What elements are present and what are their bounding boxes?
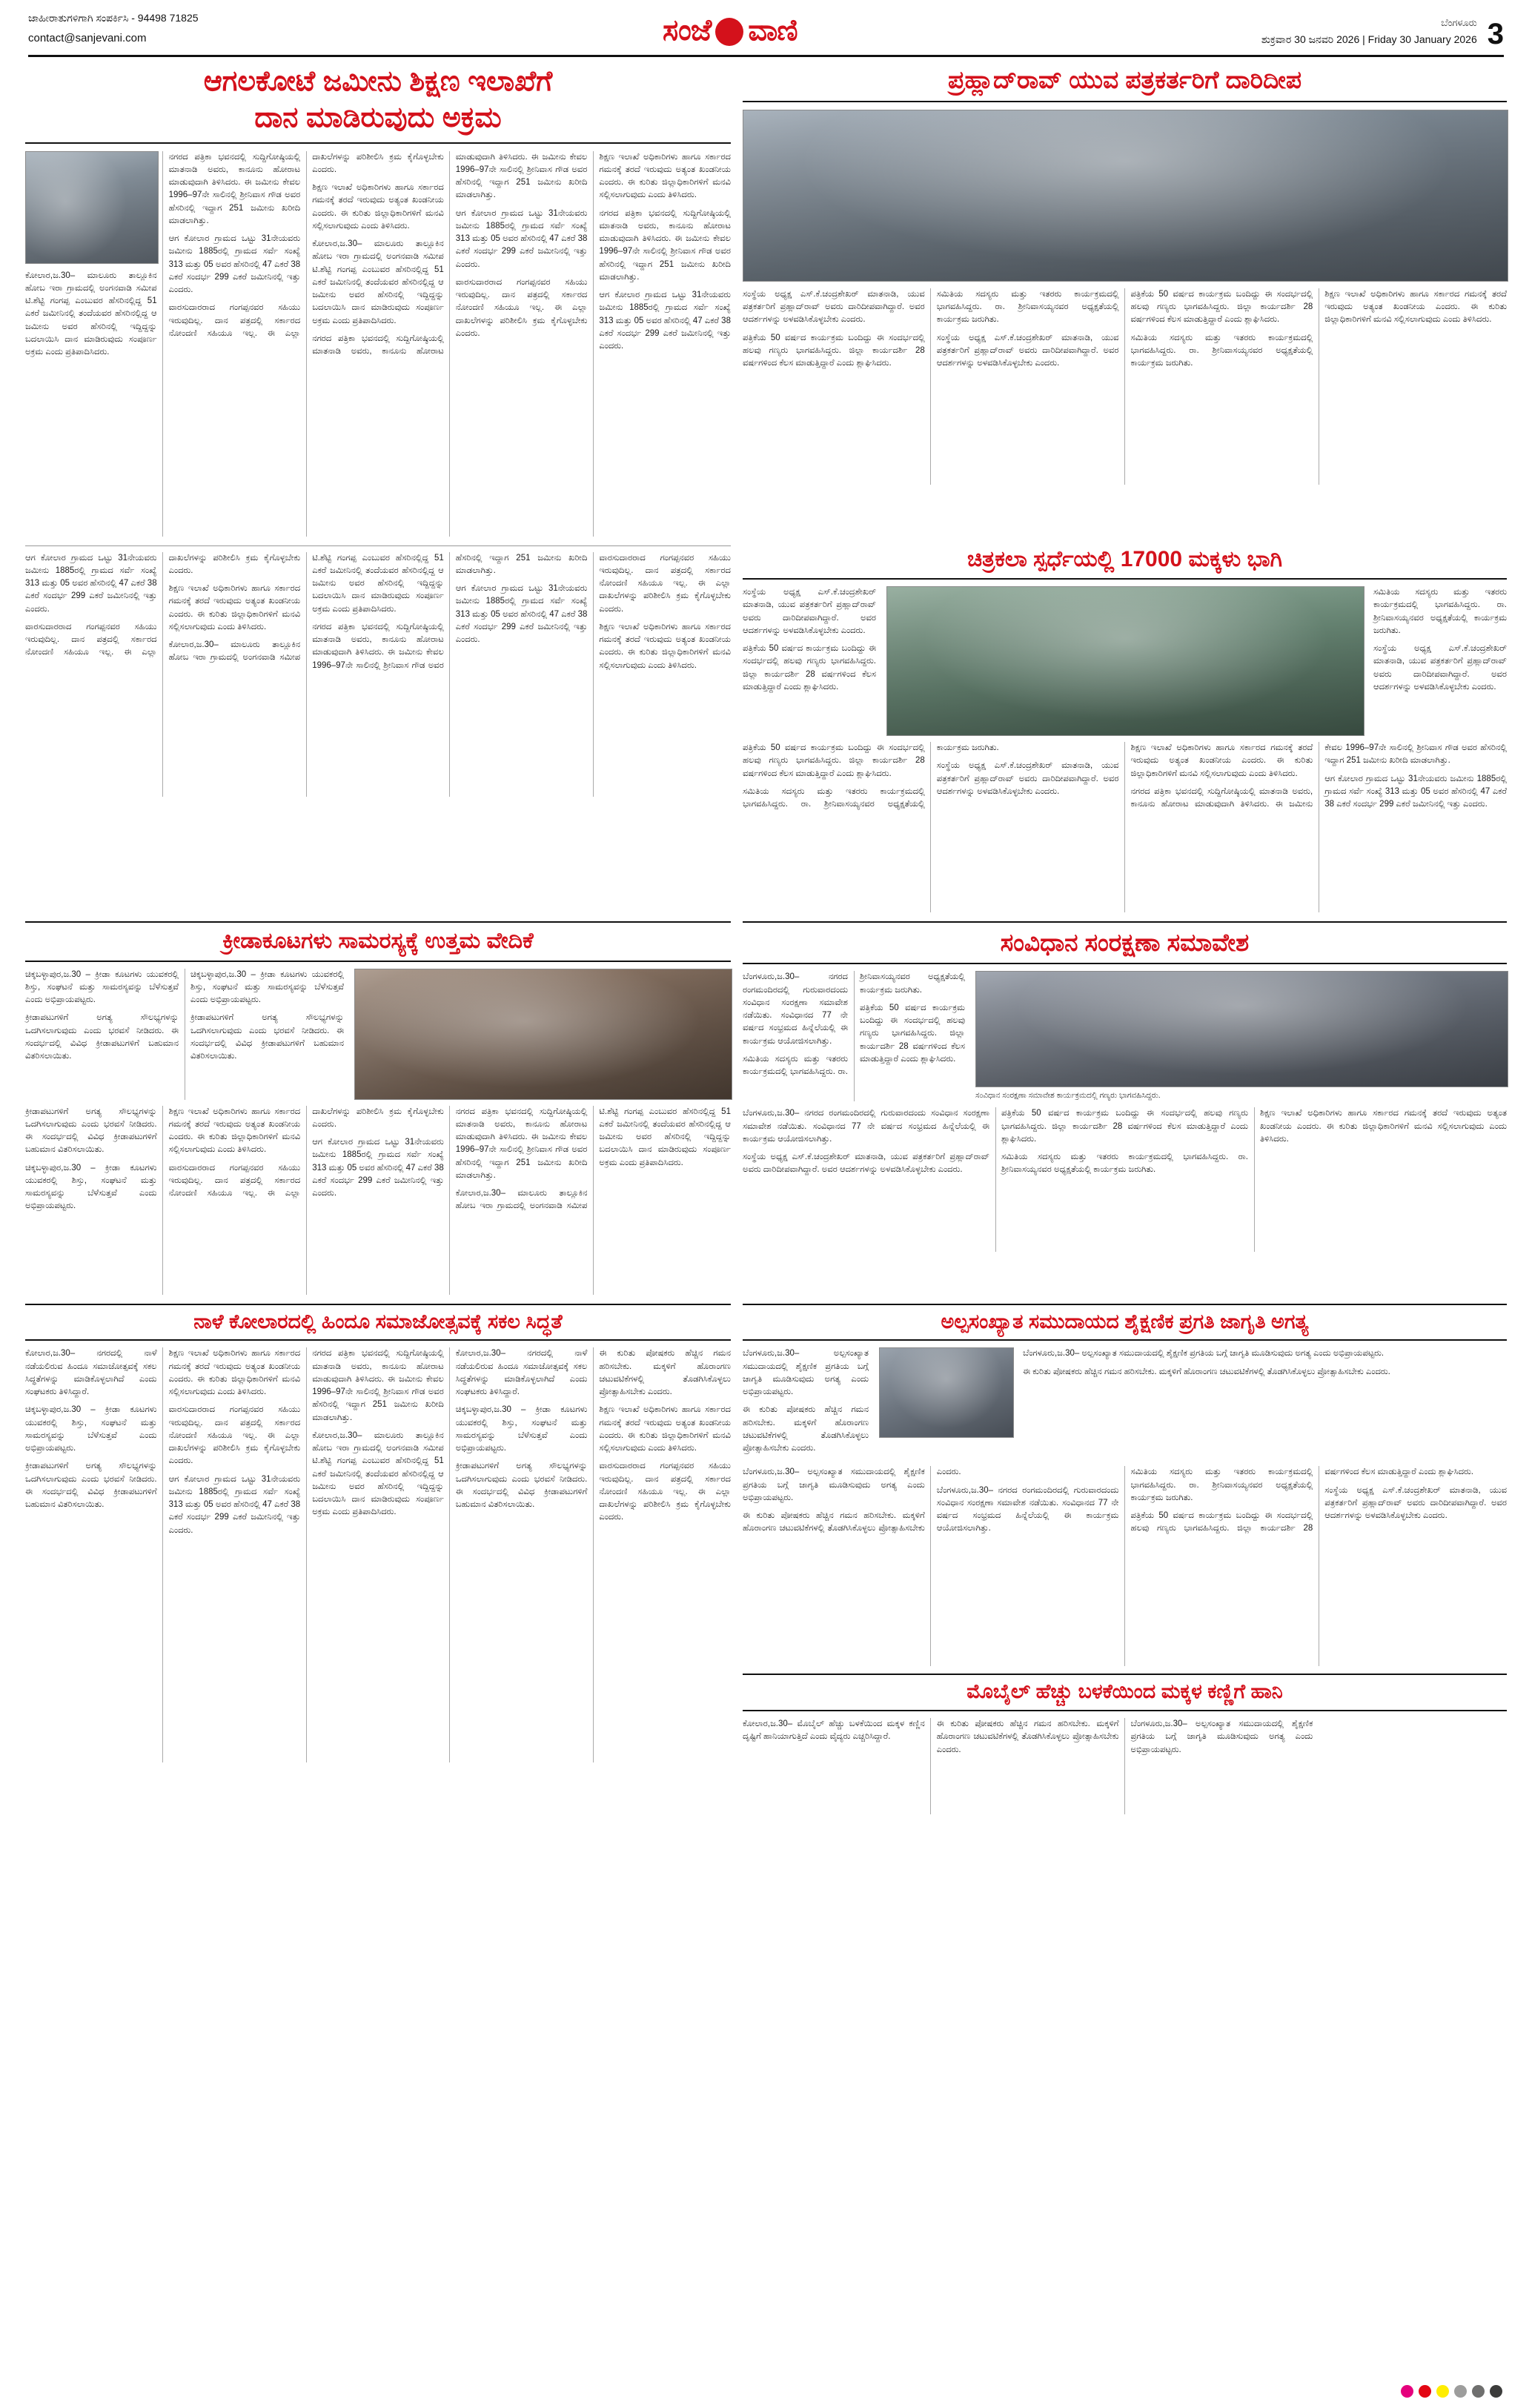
masthead-contact: [28, 10, 199, 47]
para: ನಗರದ ಪತ್ರಿಕಾ ಭವನದಲ್ಲಿ ಸುದ್ದಿಗೋಷ್ಠಿಯಲ್ಲಿ ಮಾತನಾಡಿ ಅವರು, ಕಾನೂನು ಹೋರಾಟ ಮಾಡುವುದಾಗಿ ತಿಳಿಸಿದರು. ಈ ಜಮೀನು ಕೇವಲ 1996–97ನೇ ಸಾಲಿನಲ್ಲಿ ಶ್ರೀನಿವಾಸ ಗೌಡ ಅವರ ಹೆಸರಿನಲ್ಲಿ ಇದ್ದಾಗ 251 ಜಮೀನು ಖರೀದಿ ಮಾಡಲಾಗಿತ್ತು.: [599, 208, 731, 282]
para: ಈ ಕುರಿತು ಪೋಷಕರು ಹೆಚ್ಚಿನ ಗಮನ ಹರಿಸಬೇಕು. ಮಕ್ಕಳಿಗೆ ಹೊರಾಂಗಣ ಚಟುವಟಿಕೆಗಳಲ್ಲಿ ತೊಡಗಿಸಿಕೊಳ್ಳಲು ಪ್ರೋತ್ಸಾಹಿಸಬೇಕು ಎಂದರು.: [1023, 1367, 1390, 1376]
story-kreedakootagalu: [25, 921, 731, 1295]
third-section: [25, 921, 1507, 1295]
para: ಸಮಿತಿಯ ಸದಸ್ಯರು ಮತ್ತು ಇತರರು ಕಾರ್ಯಕ್ರಮದಲ್ಲಿ ಭಾಗವಹಿಸಿದ್ದರು. ರಾ. ಶ್ರೀನಿವಾಸಯ್ಯನವರ ಅಧ್ಯಕ್ಷತೆಯಲ್ಲಿ ಕಾರ್ಯಕ್ರಮ ಜರುಗಿತು.: [936, 289, 1119, 325]
body-chitrakala-left: [743, 586, 876, 736]
para: ಕೋಲಾರ,ಜ.30– ಮಾಲೂರು ತಾಲ್ಲೂಕಿನ ಹೋಬ ಇರಾ ಗ್ರಾಮದಲ್ಲಿ ಅಂಗನವಾಡಿ ಸಮೀಪ ಟಿ.ಶೆಟ್ಟಿ ಗಂಗಪ್ಪ ಎಂಬುವರ ಹೆಸರಿನಲ್ಲಿದ್ದ 51 ಎಕರೆ ಜಮೀನಿನಲ್ಲಿ ತಂದೆಯವರ ಹೆಸರಿನಲ್ಲಿದ್ದ ಆ ಜಮೀನು ಅವರ ಹೆಸರಿನಲ್ಲಿ ಇದ್ದಿದ್ದನ್ನು ಬದಲಾಯಿಸಿ ದಾನ ಮಾಡಿರುವುದು ಸಂಪೂರ್ಣ ಅಕ್ರಮ ಎಂದು ಪ್ರತಿಪಾದಿಸಿದರು.: [25, 271, 157, 356]
body-samvidhana: [743, 1107, 1507, 1252]
para: ಶಿಕ್ಷಣ ಇಲಾಖೆ ಅಧಿಕಾರಿಗಳು ಹಾಗೂ ಸರ್ಕಾರದ ಗಮನಕ್ಕೆ ತರದೆ ಇರುವುದು ಅತ್ಯಂತ ಖಂಡನೀಯ ಎಂದರು. ಈ ಕುರಿತು ಜಿಲ್ಲಾಧಿಕಾರಿಗಳಿಗೆ ಮನವಿ ಸಲ್ಲಿಸಲಾಗುವುದು ಎಂದು ತಿಳಿಸಿದರು.: [168, 1349, 301, 1396]
para: ಶಿಕ್ಷಣ ಇಲಾಖೆ ಅಧಿಕಾರಿಗಳು ಹಾಗೂ ಸರ್ಕಾರದ ಗಮನಕ್ಕೆ ತರದೆ ಇರುವುದು ಅತ್ಯಂತ ಖಂಡನೀಯ ಎಂದರು. ಈ ಕುರಿತು ಜಿಲ್ಲಾಧಿಕಾರಿಗಳಿಗೆ ಮನವಿ ಸಲ್ಲಿಸಲಾಗುವುದು ಎಂದು ತಿಳಿಸಿದರು.: [168, 584, 301, 631]
body-samvidhana-left: [743, 971, 965, 1101]
caption-samvidhana: ಸಂವಿಧಾನ ಸಂರಕ್ಷಣಾ ಸಮಾವೇಶ ಕಾರ್ಯಕ್ರಮದಲ್ಲಿ ಗಣ್ಯರು ಭಾಗವಹಿಸಿದ್ದರು.: [975, 1091, 1161, 1101]
para: ನಗರದ ಪತ್ರಿಕಾ ಭವನದಲ್ಲಿ ಸುದ್ದಿಗೋಷ್ಠಿಯಲ್ಲಿ ಮಾತನಾಡಿ ಅವರು, ಕಾನೂನು ಹೋರಾಟ ಮಾಡುವುದಾಗಿ ತಿಳಿಸಿದರು. ಈ ಜಮೀನು ಕೇವಲ 1996–97ನೇ ಸಾಲಿನಲ್ಲಿ ಶ್ರೀನಿವಾಸ ಗೌಡ ಅವರ ಹೆಸರಿನಲ್ಲಿ ಇದ್ದಾಗ 251 ಜಮೀನು ಖರೀದಿ ಮಾಡಲಾಗಿತ್ತು.: [312, 553, 588, 670]
photo-chitrakala-group: [886, 586, 1364, 736]
para: ಶಿಕ್ಷಣ ಇಲಾಖೆ ಅಧಿಕಾರಿಗಳು ಹಾಗೂ ಸರ್ಕಾರದ ಗಮನಕ್ಕೆ ತರದೆ ಇರುವುದು ಅತ್ಯಂತ ಖಂಡನೀಯ ಎಂದರು. ಈ ಕುರಿತು ಜಿಲ್ಲಾಧಿಕಾರಿಗಳಿಗೆ ಮನವಿ ಸಲ್ಲಿಸಲಾಗುವುದು ಎಂದು ತಿಳಿಸಿದರು.: [1260, 1109, 1507, 1144]
para: ನಗರದ ಪತ್ರಿಕಾ ಭವನದಲ್ಲಿ ಸುದ್ದಿಗೋಷ್ಠಿಯಲ್ಲಿ ಮಾತನಾಡಿ ಅವರು, ಕಾನೂನು ಹೋರಾಟ ಮಾಡುವುದಾಗಿ ತಿಳಿಸಿದರು. ಈ ಜಮೀನು ಕೇವಲ 1996–97ನೇ ಸಾಲಿನಲ್ಲಿ ಶ್ರೀನಿವಾಸ ಗೌಡ ಅವರ ಹೆಸರಿನಲ್ಲಿ ಇದ್ದಾಗ 251 ಜಮೀನು ಖರೀದಿ ಮಾಡಲಾಗಿತ್ತು.: [168, 152, 301, 225]
headline-prahlad: ಪ್ರಹ್ಲಾದ್‌ರಾವ್ ಯುವ ಪತ್ರಕರ್ತರಿಗೆ ದಾರಿದೀಪ: [948, 65, 1301, 93]
para: ಕ್ರೀಡಾಪಟುಗಳಿಗೆ ಅಗತ್ಯ ಸೌಲಭ್ಯಗಳನ್ನು ಒದಗಿಸಲಾಗುವುದು ಎಂದು ಭರವಸೆ ನೀಡಿದರು. ಈ ಸಂದರ್ಭದಲ್ಲಿ ವಿವಿಧ ಕ್ರೀಡಾಪಟುಗಳಿಗೆ ಬಹುಮಾನ ವಿತರಿಸಲಾಯಿತು.: [25, 1107, 157, 1155]
logo-word-vani: ವಾಣಿ: [748, 13, 797, 47]
para: ಶಿಕ್ಷಣ ಇಲಾಖೆ ಅಧಿಕಾರಿಗಳು ಹಾಗೂ ಸರ್ಕಾರದ ಗಮನಕ್ಕೆ ತರದೆ ಇರುವುದು ಅತ್ಯಂತ ಖಂಡನೀಯ ಎಂದರು. ಈ ಕುರಿತು ಜಿಲ್ಲಾಧಿಕಾರಿಗಳಿಗೆ ಮನವಿ ಸಲ್ಲಿಸಲಾಗುವುದು ಎಂದು ತಿಳಿಸಿದರು.: [599, 152, 731, 200]
para: ಚಿಕ್ಕಬಳ್ಳಾಪುರ,ಜ.30 – ಕ್ರೀಡಾ ಕೂಟಗಳು ಯುವಕರಲ್ಲಿ ಶಿಸ್ತು, ಸಂಘಟನೆ ಮತ್ತು ಸಾಮರಸ್ಯವನ್ನು ಬೆಳೆಸುತ್ತವೆ ಎಂದು ಅಭಿಪ್ರಾಯಪಟ್ಟರು.: [190, 969, 344, 1004]
para: ನಗರದ ಪತ್ರಿಕಾ ಭವನದಲ್ಲಿ ಸುದ್ದಿಗೋಷ್ಠಿಯಲ್ಲಿ ಮಾತನಾಡಿ ಅವರು, ಕಾನೂನು ಹೋರಾಟ ಮಾಡುವುದಾಗಿ ತಿಳಿಸಿದರು. ಈ ಜಮೀನು ಕೇವಲ 1996–97ನೇ ಸಾಲಿನಲ್ಲಿ ಶ್ರೀನಿವಾಸ ಗೌಡ ಅವರ ಹೆಸರಿನಲ್ಲಿ ಇದ್ದಾಗ 251 ಜಮೀನು ಖರೀದಿ ಮಾಡಲಾಗಿತ್ತು.: [312, 152, 588, 356]
story-agalakote-continued: [25, 545, 731, 913]
masthead: [25, 0, 1507, 53]
para: ಕೋಲಾರ,ಜ.30– ಮಾಲೂರು ತಾಲ್ಲೂಕಿನ ಹೋಬ ಇರಾ ಗ್ರಾಮದಲ್ಲಿ ಅಂಗನವಾಡಿ ಸಮೀಪ ಟಿ.ಶೆಟ್ಟಿ ಗಂಗಪ್ಪ ಎಂಬುವರ ಹೆಸರಿನಲ್ಲಿದ್ದ 51 ಎಕರೆ ಜಮೀನಿನಲ್ಲಿ ತಂದೆಯವರ ಹೆಸರಿನಲ್ಲಿದ್ದ ಆ ಜಮೀನು ಅವರ ಹೆಸರಿನಲ್ಲಿ ಇದ್ದಿದ್ದನ್ನು ಬದಲಾಯಿಸಿ ದಾನ ಮಾಡಿರುವುದು ಸಂಪೂರ್ಣ ಅಕ್ರಮ ಎಂದು ಪ್ರತಿಪಾದಿಸಿದರು.: [312, 1430, 444, 1517]
story-chitrakala: [743, 545, 1507, 913]
para: ಆಗ ಕೋಲಾರ ಗ್ರಾಮದ ಒಟ್ಟು 31ನೇಯವರು ಜಮೀನು 1885ರಲ್ಲಿ ಗ್ರಾಮದ ಸರ್ವೆ ಸಂಖ್ಯೆ 313 ಮತ್ತು 05 ಅವರ ಹೆಸರಿನಲ್ಲಿ 47 ಎಕರೆ 38 ಎಕರೆ ಸಂದರ್ಭ 299 ಎಕರೆ ಜಮೀನಿನಲ್ಲಿ ಇತ್ತು ಎಂದರು.: [25, 553, 157, 614]
second-section: [25, 545, 1507, 913]
para: ಚಿಕ್ಕಬಳ್ಳಾಪುರ,ಜ.30 – ಕ್ರೀಡಾ ಕೂಟಗಳು ಯುವಕರಲ್ಲಿ ಶಿಸ್ತು, ಸಂಘಟನೆ ಮತ್ತು ಸಾಮರಸ್ಯವನ್ನು ಬೆಳೆಸುತ್ತವೆ ಎಂದು ಅಭಿಪ್ರಾಯಪಟ್ಟರು.: [455, 1405, 588, 1453]
para: ವಾರಸುದಾರರಾದ ಗಂಗಪ್ಪನವರ ಸಹಿಯು ಇರುವುದಿಲ್ಲ. ದಾನ ಪತ್ರದಲ್ಲಿ ಸರ್ಕಾರದ ನೋಂದಣಿ ಸಹಿಯೂ ಇಲ್ಲ. ಈ ಎಲ್ಲಾ ದಾಖಲೆಗಳನ್ನು ಪರಿಶೀಲಿಸಿ ಕ್ರಮ ಕೈಗೊಳ್ಳಬೇಕು ಎಂದರು.: [599, 1462, 731, 1522]
para: ಬೆಂಗಳೂರು,ಜ.30– ನಗರದ ರಂಗಮಂದಿರದಲ್ಲಿ ಗುರುವಾರದಂದು ಸಂವಿಧಾನ ಸಂರಕ್ಷಣಾ ಸಮಾವೇಶ ನಡೆಯಿತು. ಸಂವಿಧಾನದ 77 ನೇ ವರ್ಷದ ಸಂಭ್ರಮದ ಹಿನ್ನೆಲೆಯಲ್ಲಿ ಈ ಕಾರ್ಯಕ್ರಮ ಆಯೋಜಿಸಲಾಗಿತ್ತು.: [936, 1485, 1119, 1533]
para: ಶಿಕ್ಷಣ ಇಲಾಖೆ ಅಧಿಕಾರಿಗಳು ಹಾಗೂ ಸರ್ಕಾರದ ಗಮನಕ್ಕೆ ತರದೆ ಇರುವುದು ಅತ್ಯಂತ ಖಂಡನೀಯ ಎಂದರು. ಈ ಕುರಿತು ಜಿಲ್ಲಾಧಿಕಾರಿಗಳಿಗೆ ಮನವಿ ಸಲ್ಲಿಸಲಾಗುವುದು ಎಂದು ತಿಳಿಸಿದರು.: [1324, 289, 1507, 325]
story-mobile: [743, 1674, 1507, 1814]
photo-speaker-portrait: [879, 1347, 1014, 1438]
para: ಆಗ ಕೋಲಾರ ಗ್ರಾಮದ ಒಟ್ಟು 31ನೇಯವರು ಜಮೀನು 1885ರಲ್ಲಿ ಗ್ರಾಮದ ಸರ್ವೆ ಸಂಖ್ಯೆ 313 ಮತ್ತು 05 ಅವರ ಹೆಸರಿನಲ್ಲಿ 47 ಎಕರೆ 38 ಎಕರೆ ಸಂದರ್ಭ 299 ಎಕರೆ ಜಮೀನಿನಲ್ಲಿ ಇತ್ತು ಎಂದರು.: [1324, 774, 1507, 809]
body-alpa-left: [743, 1347, 869, 1460]
body-chitrakala: [743, 742, 1507, 912]
body-kreeda-left: [25, 969, 344, 1100]
para: ಸಂಸ್ಥೆಯ ಅಧ್ಯಕ್ಷ ಎಸ್.ಕೆ.ಚಂದ್ರಶೇಖರ್ ಮಾತನಾಡಿ, ಯುವ ಪತ್ರಕರ್ತರಿಗೆ ಪ್ರಹ್ಲಾದ್‌ರಾವ್ ಅವರು ದಾರಿದೀಪವಾಗಿದ್ದಾರೆ. ಅವರ ಆದರ್ಶಗಳನ್ನು ಅಳವಡಿಸಿಕೊಳ್ಳಬೇಕು ಎಂದರು.: [743, 289, 925, 325]
body-alpasankhyata: [743, 1466, 1507, 1666]
para: ಆಗ ಕೋಲಾರ ಗ್ರಾಮದ ಒಟ್ಟು 31ನೇಯವರು ಜಮೀನು 1885ರಲ್ಲಿ ಗ್ರಾಮದ ಸರ್ವೆ ಸಂಖ್ಯೆ 313 ಮತ್ತು 05 ಅವರ ಹೆಸರಿನಲ್ಲಿ 47 ಎಕರೆ 38 ಎಕರೆ ಸಂದರ್ಭ 299 ಎಕರೆ ಜಮೀನಿನಲ್ಲಿ ಇತ್ತು ಎಂದರು.: [312, 1138, 444, 1198]
story-agalakote: [25, 64, 731, 537]
para: ಆಗ ಕೋಲಾರ ಗ್ರಾಮದ ಒಟ್ಟು 31ನೇಯವರು ಜಮೀನು 1885ರಲ್ಲಿ ಗ್ರಾಮದ ಸರ್ವೆ ಸಂಖ್ಯೆ 313 ಮತ್ತು 05 ಅವರ ಹೆಸರಿನಲ್ಲಿ 47 ಎಕರೆ 38 ಎಕರೆ ಸಂದರ್ಭ 299 ಎಕರೆ ಜಮೀನಿನಲ್ಲಿ ಇತ್ತು ಎಂದರು.: [168, 1474, 301, 1535]
para: ವಾರಸುದಾರರಾದ ಗಂಗಪ್ಪನವರ ಸಹಿಯು ಇರುವುದಿಲ್ಲ. ದಾನ ಪತ್ರದಲ್ಲಿ ಸರ್ಕಾರದ ನೋಂದಣಿ ಸಹಿಯೂ ಇಲ್ಲ. ಈ ಎಲ್ಲಾ ದಾಖಲೆಗಳನ್ನು ಪರಿಶೀಲಿಸಿ ಕ್ರಮ ಕೈಗೊಳ್ಳಬೇಕು ಎಂದರು.: [168, 1107, 444, 1198]
para: ಸಂಸ್ಥೆಯ ಅಧ್ಯಕ್ಷ ಎಸ್.ಕೆ.ಚಂದ್ರಶೇಖರ್ ಮಾತನಾಡಿ, ಯುವ ಪತ್ರಕರ್ತರಿಗೆ ಪ್ರಹ್ಲಾದ್‌ರಾವ್ ಅವರು ದಾರಿದೀಪವಾಗಿದ್ದಾರೆ. ಅವರ ಆದರ್ಶಗಳನ್ನು ಅಳವಡಿಸಿಕೊಳ್ಳಬೇಕು ಎಂದರು.: [1324, 1485, 1507, 1520]
masthead-dateline: [1261, 16, 1504, 50]
para: ಸಂಸ್ಥೆಯ ಅಧ್ಯಕ್ಷ ಎಸ್.ಕೆ.ಚಂದ್ರಶೇಖರ್ ಮಾತನಾಡಿ, ಯುವ ಪತ್ರಕರ್ತರಿಗೆ ಪ್ರಹ್ಲಾದ್‌ರಾವ್ ಅವರು ದಾರಿದೀಪವಾಗಿದ್ದಾರೆ. ಅವರ ಆದರ್ಶಗಳನ್ನು ಅಳವಡಿಸಿಕೊಳ್ಳಬೇಕು ಎಂದರು.: [936, 761, 1119, 796]
para: ಸಂಸ್ಥೆಯ ಅಧ್ಯಕ್ಷ ಎಸ್.ಕೆ.ಚಂದ್ರಶೇಖರ್ ಮಾತನಾಡಿ, ಯುವ ಪತ್ರಕರ್ತರಿಗೆ ಪ್ರಹ್ಲಾದ್‌ರಾವ್ ಅವರು ದಾರಿದೀಪವಾಗಿದ್ದಾರೆ. ಅವರ ಆದರ್ಶಗಳನ್ನು ಅಳವಡಿಸಿಕೊಳ್ಳಬೇಕು ಎಂದರು.: [1373, 644, 1507, 691]
date-kannada: ಶುಕ್ರವಾರ 30 ಜನವರಿ 2026: [1261, 33, 1360, 45]
body-prahlad: [743, 288, 1507, 485]
para: ವಾರಸುದಾರರಾದ ಗಂಗಪ್ಪನವರ ಸಹಿಯು ಇರುವುದಿಲ್ಲ. ದಾನ ಪತ್ರದಲ್ಲಿ ಸರ್ಕಾರದ ನೋಂದಣಿ ಸಹಿಯೂ ಇಲ್ಲ. ಈ ಎಲ್ಲಾ ದಾಖಲೆಗಳನ್ನು ಪರಿಶೀಲಿಸಿ ಕ್ರಮ ಕೈಗೊಳ್ಳಬೇಕು ಎಂದರು.: [455, 277, 588, 338]
photo-prahlad-event: [743, 110, 1508, 282]
story-samvidhana: [743, 921, 1507, 1295]
para: ಕೋಲಾರ,ಜ.30– ನಗರದಲ್ಲಿ ನಾಳೆ ನಡೆಯಲಿರುವ ಹಿಂದೂ ಸಮಾಜೋತ್ಸವಕ್ಕೆ ಸಕಲ ಸಿದ್ಧತೆಗಳನ್ನು ಮಾಡಿಕೊಳ್ಳಲಾಗಿದೆ ಎಂದು ಸಂಘಟಕರು ತಿಳಿಸಿದ್ದಾರೆ.: [25, 1349, 157, 1396]
headline-agalakote-line2: ದಾನ ಮಾಡಿರುವುದು ಅಕ್ರಮ: [254, 102, 502, 133]
para: ವಾರಸುದಾರರಾದ ಗಂಗಪ್ಪನವರ ಸಹಿಯು ಇರುವುದಿಲ್ಲ. ದಾನ ಪತ್ರದಲ್ಲಿ ಸರ್ಕಾರದ ನೋಂದಣಿ ಸಹಿಯೂ ಇಲ್ಲ. ಈ ಎಲ್ಲಾ ದಾಖಲೆಗಳನ್ನು ಪರಿಶೀಲಿಸಿ ಕ್ರಮ ಕೈಗೊಳ್ಳಬೇಕು ಎಂದರು.: [168, 1405, 301, 1466]
para: ವಾರಸುದಾರರಾದ ಗಂಗಪ್ಪನವರ ಸಹಿಯು ಇರುವುದಿಲ್ಲ. ದಾನ ಪತ್ರದಲ್ಲಿ ಸರ್ಕಾರದ ನೋಂದಣಿ ಸಹಿಯೂ ಇಲ್ಲ. ಈ ಎಲ್ಲಾ ದಾಖಲೆಗಳನ್ನು ಪರಿಶೀಲಿಸಿ ಕ್ರಮ ಕೈಗೊಳ್ಳಬೇಕು ಎಂದರು.: [599, 553, 731, 614]
page-number: 3: [1487, 17, 1504, 50]
para: ಪತ್ರಿಕೆಯ 50 ವರ್ಷದ ಕಾರ್ಯಕ್ರಮ ಬಂದಿದ್ದು ಈ ಸಂದರ್ಭದಲ್ಲಿ ಹಲವು ಗಣ್ಯರು ಭಾಗವಹಿಸಿದ್ದರು. ಜಿಲ್ಲಾ ಕಾರ್ಯದರ್ಶಿ 28 ವರ್ಷಗಳಿಂದ ಕೆಲಸ ಮಾಡುತ್ತಿದ್ದಾರೆ ಎಂದು ಶ್ಲಾಘಿಸಿದರು.: [1130, 1467, 1473, 1533]
para: ಕೋಲಾರ,ಜ.30– ನಗರದಲ್ಲಿ ನಾಳೆ ನಡೆಯಲಿರುವ ಹಿಂದೂ ಸಮಾಜೋತ್ಸವಕ್ಕೆ ಸಕಲ ಸಿದ್ಧತೆಗಳನ್ನು ಮಾಡಿಕೊಳ್ಳಲಾಗಿದೆ ಎಂದು ಸಂಘಟಕರು ತಿಳಿಸಿದ್ದಾರೆ.: [455, 1349, 588, 1396]
para: ಪತ್ರಿಕೆಯ 50 ವರ್ಷದ ಕಾರ್ಯಕ್ರಮ ಬಂದಿದ್ದು ಈ ಸಂದರ್ಭದಲ್ಲಿ ಹಲವು ಗಣ್ಯರು ಭಾಗವಹಿಸಿದ್ದರು. ಜಿಲ್ಲಾ ಕಾರ್ಯದರ್ಶಿ 28 ವರ್ಷಗಳಿಂದ ಕೆಲಸ ಮಾಡುತ್ತಿದ್ದಾರೆ ಎಂದು ಶ್ಲಾಘಿಸಿದರು.: [860, 1003, 965, 1064]
edition-place: ಬೆಂಗಳೂರು: [1441, 16, 1477, 28]
photo-kreeda-stage: [354, 969, 732, 1100]
photo-press-meet: [25, 151, 159, 264]
para: ಆಗ ಕೋಲಾರ ಗ್ರಾಮದ ಒಟ್ಟು 31ನೇಯವರು ಜಮೀನು 1885ರಲ್ಲಿ ಗ್ರಾಮದ ಸರ್ವೆ ಸಂಖ್ಯೆ 313 ಮತ್ತು 05 ಅವರ ಹೆಸರಿನಲ್ಲಿ 47 ಎಕರೆ 38 ಎಕರೆ ಸಂದರ್ಭ 299 ಎಕರೆ ಜಮೀನಿನಲ್ಲಿ ಇತ್ತು ಎಂದರು.: [599, 291, 731, 351]
para: ಆಗ ಕೋಲಾರ ಗ್ರಾಮದ ಒಟ್ಟು 31ನೇಯವರು ಜಮೀನು 1885ರಲ್ಲಿ ಗ್ರಾಮದ ಸರ್ವೆ ಸಂಖ್ಯೆ 313 ಮತ್ತು 05 ಅವರ ಹೆಸರಿನಲ್ಲಿ 47 ಎಕರೆ 38 ಎಕರೆ ಸಂದರ್ಭ 299 ಎಕರೆ ಜಮೀನಿನಲ್ಲಿ ಇತ್ತು ಎಂದರು.: [455, 208, 588, 269]
photo-samvidhana-dais: [975, 971, 1508, 1087]
para: ಸಂಸ್ಥೆಯ ಅಧ್ಯಕ್ಷ ಎಸ್.ಕೆ.ಚಂದ್ರಶೇಖರ್ ಮಾತನಾಡಿ, ಯುವ ಪತ್ರಕರ್ತರಿಗೆ ಪ್ರಹ್ಲಾದ್‌ರಾವ್ ಅವರು ದಾರಿದೀಪವಾಗಿದ್ದಾರೆ. ಅವರ ಆದರ್ಶಗಳನ್ನು ಅಳವಡಿಸಿಕೊಳ್ಳಬೇಕು ಎಂದರು.: [936, 333, 1119, 368]
para: ಈ ಕುರಿತು ಪೋಷಕರು ಹೆಚ್ಚಿನ ಗಮನ ಹರಿಸಬೇಕು. ಮಕ್ಕಳಿಗೆ ಹೊರಾಂಗಣ ಚಟುವಟಿಕೆಗಳಲ್ಲಿ ತೊಡಗಿಸಿಕೊಳ್ಳಲು ಪ್ರೋತ್ಸಾಹಿಸಬೇಕು ಎಂದರು.: [599, 1349, 731, 1396]
para: ಪತ್ರಿಕೆಯ 50 ವರ್ಷದ ಕಾರ್ಯಕ್ರಮ ಬಂದಿದ್ದು ಈ ಸಂದರ್ಭದಲ್ಲಿ ಹಲವು ಗಣ್ಯರು ಭಾಗವಹಿಸಿದ್ದರು. ಜಿಲ್ಲಾ ಕಾರ್ಯದರ್ಶಿ 28 ವರ್ಷಗಳಿಂದ ಕೆಲಸ ಮಾಡುತ್ತಿದ್ದಾರೆ ಎಂದು ಶ್ಲಾಘಿಸಿದರು.: [1130, 289, 1313, 325]
para: ನಗರದ ಪತ್ರಿಕಾ ಭವನದಲ್ಲಿ ಸುದ್ದಿಗೋಷ್ಠಿಯಲ್ಲಿ ಮಾತನಾಡಿ ಅವರು, ಕಾನೂನು ಹೋರಾಟ ಮಾಡುವುದಾಗಿ ತಿಳಿಸಿದರು. ಈ ಜಮೀನು ಕೇವಲ 1996–97ನೇ ಸಾಲಿನಲ್ಲಿ ಶ್ರೀನಿವಾಸ ಗೌಡ ಅವರ ಹೆಸರಿನಲ್ಲಿ ಇದ್ದಾಗ 251 ಜಮೀನು ಖರೀದಿ ಮಾಡಲಾಗಿತ್ತು.: [455, 1107, 588, 1180]
para: ಬೆಂಗಳೂರು,ಜ.30– ಅಲ್ಪಸಂಖ್ಯಾತ ಸಮುದಾಯದಲ್ಲಿ ಶೈಕ್ಷಣಿಕ ಪ್ರಗತಿಯ ಬಗ್ಗೆ ಜಾಗೃತಿ ಮೂಡಿಸುವುದು ಅಗತ್ಯ ಎಂದು ಅಭಿಪ್ರಾಯಪಟ್ಟರು.: [743, 1349, 869, 1396]
para: ಆಗ ಕೋಲಾರ ಗ್ರಾಮದ ಒಟ್ಟು 31ನೇಯವರು ಜಮೀನು 1885ರಲ್ಲಿ ಗ್ರಾಮದ ಸರ್ವೆ ಸಂಖ್ಯೆ 313 ಮತ್ತು 05 ಅವರ ಹೆಸರಿನಲ್ಲಿ 47 ಎಕರೆ 38 ಎಕರೆ ಸಂದರ್ಭ 299 ಎಕರೆ ಜಮೀನಿನಲ್ಲಿ ಇತ್ತು ಎಂದರು.: [455, 584, 588, 644]
email-line: contact@sanjevani.com: [28, 32, 147, 44]
para: ಪತ್ರಿಕೆಯ 50 ವರ್ಷದ ಕಾರ್ಯಕ್ರಮ ಬಂದಿದ್ದು ಈ ಸಂದರ್ಭದಲ್ಲಿ ಹಲವು ಗಣ್ಯರು ಭಾಗವಹಿಸಿದ್ದರು. ಜಿಲ್ಲಾ ಕಾರ್ಯದರ್ಶಿ 28 ವರ್ಷಗಳಿಂದ ಕೆಲಸ ಮಾಡುತ್ತಿದ್ದಾರೆ ಎಂದು ಶ್ಲಾಘಿಸಿದರು.: [1001, 1109, 1248, 1144]
body-alpa-right: [1023, 1347, 1507, 1460]
color-registration-dots: [1401, 2385, 1502, 2398]
para: ಕ್ರೀಡಾಪಟುಗಳಿಗೆ ಅಗತ್ಯ ಸೌಲಭ್ಯಗಳನ್ನು ಒದಗಿಸಲಾಗುವುದು ಎಂದು ಭರವಸೆ ನೀಡಿದರು. ಈ ಸಂದರ್ಭದಲ್ಲಿ ವಿವಿಧ ಕ್ರೀಡಾಪಟುಗಳಿಗೆ ಬಹುಮಾನ ವಿತರಿಸಲಾಯಿತು.: [25, 1462, 157, 1509]
body-agalakote-cont: [25, 552, 731, 797]
headline-alpasankhyata: ಅಲ್ಪಸಂಖ್ಯಾತ ಸಮುದಾಯದ ಶೈಕ್ಷಣಿಕ ಪ್ರಗತಿ ಜಾಗೃತಿ ಅಗತ್ಯ: [941, 1310, 1309, 1333]
para: ಸಮಿತಿಯ ಸದಸ್ಯರು ಮತ್ತು ಇತರರು ಕಾರ್ಯಕ್ರಮದಲ್ಲಿ ಭಾಗವಹಿಸಿದ್ದರು. ರಾ. ಶ್ರೀನಿವಾಸಯ್ಯನವರ ಅಧ್ಯಕ್ಷತೆಯಲ್ಲಿ ಕಾರ್ಯಕ್ರಮ ಜರುಗಿತು.: [1130, 1467, 1313, 1502]
para: ವಾರಸುದಾರರಾದ ಗಂಗಪ್ಪನವರ ಸಹಿಯು ಇರುವುದಿಲ್ಲ. ದಾನ ಪತ್ರದಲ್ಲಿ ಸರ್ಕಾರದ ನೋಂದಣಿ ಸಹಿಯೂ ಇಲ್ಲ. ಈ ಎಲ್ಲಾ ದಾಖಲೆಗಳನ್ನು ಪರಿಶೀಲಿಸಿ ಕ್ರಮ ಕೈಗೊಳ್ಳಬೇಕು ಎಂದರು.: [25, 553, 301, 657]
headline-nale-kolara: ನಾಳೆ ಕೋಲಾರದಲ್ಲಿ ಹಿಂದೂ ಸಮಾಜೋತ್ಸವಕ್ಕೆ ಸಕಲ ಸಿದ್ಧತೆ: [193, 1310, 563, 1333]
masthead-rule: [28, 55, 1504, 57]
para: ಚಿಕ್ಕಬಳ್ಳಾಪುರ,ಜ.30 – ಕ್ರೀಡಾ ಕೂಟಗಳು ಯುವಕರಲ್ಲಿ ಶಿಸ್ತು, ಸಂಘಟನೆ ಮತ್ತು ಸಾಮರಸ್ಯವನ್ನು ಬೆಳೆಸುತ್ತವೆ ಎಂದು ಅಭಿಪ್ರಾಯಪಟ್ಟರು.: [25, 969, 179, 1004]
para: ಚಿಕ್ಕಬಳ್ಳಾಪುರ,ಜ.30 – ಕ್ರೀಡಾ ಕೂಟಗಳು ಯುವಕರಲ್ಲಿ ಶಿಸ್ತು, ಸಂಘಟನೆ ಮತ್ತು ಸಾಮರಸ್ಯವನ್ನು ಬೆಳೆಸುತ್ತವೆ ಎಂದು ಅಭಿಪ್ರಾಯಪಟ್ಟರು.: [25, 1163, 157, 1211]
body-chitrakala-right: [1373, 586, 1507, 736]
para: ಶಿಕ್ಷಣ ಇಲಾಖೆ ಅಧಿಕಾರಿಗಳು ಹಾಗೂ ಸರ್ಕಾರದ ಗಮನಕ್ಕೆ ತರದೆ ಇರುವುದು ಅತ್ಯಂತ ಖಂಡನೀಯ ಎಂದರು. ಈ ಕುರಿತು ಜಿಲ್ಲಾಧಿಕಾರಿಗಳಿಗೆ ಮನವಿ ಸಲ್ಲಿಸಲಾಗುವುದು ಎಂದು ತಿಳಿಸಿದರು.: [1130, 743, 1313, 778]
para: ಪತ್ರಿಕೆಯ 50 ವರ್ಷದ ಕಾರ್ಯಕ್ರಮ ಬಂದಿದ್ದು ಈ ಸಂದರ್ಭದಲ್ಲಿ ಹಲವು ಗಣ್ಯರು ಭಾಗವಹಿಸಿದ್ದರು. ಜಿಲ್ಲಾ ಕಾರ್ಯದರ್ಶಿ 28 ವರ್ಷಗಳಿಂದ ಕೆಲಸ ಮಾಡುತ್ತಿದ್ದಾರೆ ಎಂದು ಶ್ಲಾಘಿಸಿದರು.: [743, 743, 925, 778]
para: ಬೆಂಗಳೂರು,ಜ.30– ಅಲ್ಪಸಂಖ್ಯಾತ ಸಮುದಾಯದಲ್ಲಿ ಶೈಕ್ಷಣಿಕ ಪ್ರಗತಿಯ ಬಗ್ಗೆ ಜಾಗೃತಿ ಮೂಡಿಸುವುದು ಅಗತ್ಯ ಎಂದು ಅಭಿಪ್ರಾಯಪಟ್ಟರು.: [1023, 1349, 1385, 1359]
para: ಪತ್ರಿಕೆಯ 50 ವರ್ಷದ ಕಾರ್ಯಕ್ರಮ ಬಂದಿದ್ದು ಈ ಸಂದರ್ಭದಲ್ಲಿ ಹಲವು ಗಣ್ಯರು ಭಾಗವಹಿಸಿದ್ದರು. ಜಿಲ್ಲಾ ಕಾರ್ಯದರ್ಶಿ 28 ವರ್ಷಗಳಿಂದ ಕೆಲಸ ಮಾಡುತ್ತಿದ್ದಾರೆ ಎಂದು ಶ್ಲಾಘಿಸಿದರು.: [743, 333, 925, 368]
ad-contact-line: ಜಾಹೀರಾತುಗಳಿಗಾಗಿ ಸಂಪರ್ಕಿಸಿ - 94498 71825: [28, 12, 199, 24]
para: ಕ್ರೀಡಾಪಟುಗಳಿಗೆ ಅಗತ್ಯ ಸೌಲಭ್ಯಗಳನ್ನು ಒದಗಿಸಲಾಗುವುದು ಎಂದು ಭರವಸೆ ನೀಡಿದರು. ಈ ಸಂದರ್ಭದಲ್ಲಿ ವಿವಿಧ ಕ್ರೀಡಾಪಟುಗಳಿಗೆ ಬಹುಮಾನ ವಿತರಿಸಲಾಯಿತು.: [190, 1013, 344, 1061]
top-section: [25, 64, 1507, 537]
para: ಸಮಿತಿಯ ಸದಸ್ಯರು ಮತ್ತು ಇತರರು ಕಾರ್ಯಕ್ರಮದಲ್ಲಿ ಭಾಗವಹಿಸಿದ್ದರು. ರಾ. ಶ್ರೀನಿವಾಸಯ್ಯನವರ ಅಧ್ಯಕ್ಷತೆಯಲ್ಲಿ ಕಾರ್ಯಕ್ರಮ ಜರುಗಿತು.: [1001, 1152, 1248, 1175]
headline-mobile: ಮೊಬೈಲ್ ಹೆಚ್ಚು ಬಳಕೆಯಿಂದ ಮಕ್ಕಳ ಕಣ್ಣಿಗೆ ಹಾನಿ: [966, 1680, 1283, 1703]
headline-kreedakootagalu: ಕ್ರೀಡಾಕೂಟಗಳು ಸಾಮರಸ್ಯಕ್ಕೆ ಉತ್ತಮ ವೇದಿಕೆ: [222, 929, 534, 953]
para: ಕ್ರೀಡಾಪಟುಗಳಿಗೆ ಅಗತ್ಯ ಸೌಲಭ್ಯಗಳನ್ನು ಒದಗಿಸಲಾಗುವುದು ಎಂದು ಭರವಸೆ ನೀಡಿದರು. ಈ ಸಂದರ್ಭದಲ್ಲಿ ವಿವಿಧ ಕ್ರೀಡಾಪಟುಗಳಿಗೆ ಬಹುಮಾನ ವಿತರಿಸಲಾಯಿತು.: [455, 1462, 588, 1509]
para: ಸಂಸ್ಥೆಯ ಅಧ್ಯಕ್ಷ ಎಸ್.ಕೆ.ಚಂದ್ರಶೇಖರ್ ಮಾತನಾಡಿ, ಯುವ ಪತ್ರಕರ್ತರಿಗೆ ಪ್ರಹ್ಲಾದ್‌ರಾವ್ ಅವರು ದಾರಿದೀಪವಾಗಿದ್ದಾರೆ. ಅವರ ಆದರ್ಶಗಳನ್ನು ಅಳವಡಿಸಿಕೊಳ್ಳಬೇಕು ಎಂದರು.: [743, 588, 876, 635]
para: ಬೆಂಗಳೂರು,ಜ.30– ನಗರದ ರಂಗಮಂದಿರದಲ್ಲಿ ಗುರುವಾರದಂದು ಸಂವಿಧಾನ ಸಂರಕ್ಷಣಾ ಸಮಾವೇಶ ನಡೆಯಿತು. ಸಂವಿಧಾನದ 77 ನೇ ವರ್ಷದ ಸಂಭ್ರಮದ ಹಿನ್ನೆಲೆಯಲ್ಲಿ ಈ ಕಾರ್ಯಕ್ರಮ ಆಯೋಜಿಸಲಾಗಿತ್ತು.: [743, 972, 848, 1046]
headline-samvidhana: ಸಂವಿಧಾನ ಸಂರಕ್ಷಣಾ ಸಮಾವೇಶ: [1000, 929, 1250, 956]
fourth-section: [25, 1304, 1507, 1815]
body-mobile: [743, 1718, 1507, 1814]
para: ಶಿಕ್ಷಣ ಇಲಾಖೆ ಅಧಿಕಾರಿಗಳು ಹಾಗೂ ಸರ್ಕಾರದ ಗಮನಕ್ಕೆ ತರದೆ ಇರುವುದು ಅತ್ಯಂತ ಖಂಡನೀಯ ಎಂದರು. ಈ ಕುರಿತು ಜಿಲ್ಲಾಧಿಕಾರಿಗಳಿಗೆ ಮನವಿ ಸಲ್ಲಿಸಲಾಗುವುದು ಎಂದು ತಿಳಿಸಿದರು.: [599, 622, 731, 670]
headline-chitrakala: ಚಿತ್ರಕಲಾ ಸ್ಪರ್ಧೆಯಲ್ಲಿ 17000 ಮಕ್ಕಳು ಭಾಗಿ: [967, 546, 1282, 571]
body-agalakote: [25, 151, 731, 537]
para: ನಗರದ ಪತ್ರಿಕಾ ಭವನದಲ್ಲಿ ಸುದ್ದಿಗೋಷ್ಠಿಯಲ್ಲಿ ಮಾತನಾಡಿ ಅವರು, ಕಾನೂನು ಹೋರಾಟ ಮಾಡುವುದಾಗಿ ತಿಳಿಸಿದರು. ಈ ಜಮೀನು ಕೇವಲ 1996–97ನೇ ಸಾಲಿನಲ್ಲಿ ಶ್ರೀನಿವಾಸ ಗೌಡ ಅವರ ಹೆಸರಿನಲ್ಲಿ ಇದ್ದಾಗ 251 ಜಮೀನು ಖರೀದಿ ಮಾಡಲಾಗಿತ್ತು.: [1130, 743, 1507, 809]
para: ಕೋಲಾರ,ಜ.30– ಮೊಬೈಲ್ ಹೆಚ್ಚು ಬಳಕೆಯಿಂದ ಮಕ್ಕಳ ಕಣ್ಣಿನ ದೃಷ್ಟಿಗೆ ಹಾನಿಯಾಗುತ್ತಿದೆ ಎಂದು ವೈದ್ಯರು ಎಚ್ಚರಿಸಿದ್ದಾರೆ.: [743, 1719, 925, 1742]
headline-agalakote-line1: ಆಗಲಕೋಟೆ ಜಮೀನು ಶಿಕ್ಷಣ ಇಲಾಖೆಗೆ: [203, 65, 553, 97]
para: ಈ ಕುರಿತು ಪೋಷಕರು ಹೆಚ್ಚಿನ ಗಮನ ಹರಿಸಬೇಕು. ಮಕ್ಕಳಿಗೆ ಹೊರಾಂಗಣ ಚಟುವಟಿಕೆಗಳಲ್ಲಿ ತೊಡಗಿಸಿಕೊಳ್ಳಲು ಪ್ರೋತ್ಸಾಹಿಸಬೇಕು ಎಂದರು.: [743, 1467, 961, 1533]
para: ಶಿಕ್ಷಣ ಇಲಾಖೆ ಅಧಿಕಾರಿಗಳು ಹಾಗೂ ಸರ್ಕಾರದ ಗಮನಕ್ಕೆ ತರದೆ ಇರುವುದು ಅತ್ಯಂತ ಖಂಡನೀಯ ಎಂದರು. ಈ ಕುರಿತು ಜಿಲ್ಲಾಧಿಕಾರಿಗಳಿಗೆ ಮನವಿ ಸಲ್ಲಿಸಲಾಗುವುದು ಎಂದು ತಿಳಿಸಿದರು.: [168, 1107, 301, 1155]
para: ಶಿಕ್ಷಣ ಇಲಾಖೆ ಅಧಿಕಾರಿಗಳು ಹಾಗೂ ಸರ್ಕಾರದ ಗಮನಕ್ಕೆ ತರದೆ ಇರುವುದು ಅತ್ಯಂತ ಖಂಡನೀಯ ಎಂದರು. ಈ ಕುರಿತು ಜಿಲ್ಲಾಧಿಕಾರಿಗಳಿಗೆ ಮನವಿ ಸಲ್ಲಿಸಲಾಗುವುದು ಎಂದು ತಿಳಿಸಿದರು.: [599, 1405, 731, 1453]
logo-word-sanje: ಸಂಜೆ: [662, 13, 712, 47]
para: ಪತ್ರಿಕೆಯ 50 ವರ್ಷದ ಕಾರ್ಯಕ್ರಮ ಬಂದಿದ್ದು ಈ ಸಂದರ್ಭದಲ್ಲಿ ಹಲವು ಗಣ್ಯರು ಭಾಗವಹಿಸಿದ್ದರು. ಜಿಲ್ಲಾ ಕಾರ್ಯದರ್ಶಿ 28 ವರ್ಷಗಳಿಂದ ಕೆಲಸ ಮಾಡುತ್ತಿದ್ದಾರೆ ಎಂದು ಶ್ಲಾಘಿಸಿದರು.: [743, 644, 876, 691]
para: ಆಗ ಕೋಲಾರ ಗ್ರಾಮದ ಒಟ್ಟು 31ನೇಯವರು ಜಮೀನು 1885ರಲ್ಲಿ ಗ್ರಾಮದ ಸರ್ವೆ ಸಂಖ್ಯೆ 313 ಮತ್ತು 05 ಅವರ ಹೆಸರಿನಲ್ಲಿ 47 ಎಕರೆ 38 ಎಕರೆ ಸಂದರ್ಭ 299 ಎಕರೆ ಜಮೀನಿನಲ್ಲಿ ಇತ್ತು ಎಂದರು.: [168, 234, 301, 294]
logo-dot-icon: [715, 18, 743, 46]
para: ವಾರಸುದಾರರಾದ ಗಂಗಪ್ಪನವರ ಸಹಿಯು ಇರುವುದಿಲ್ಲ. ದಾನ ಪತ್ರದಲ್ಲಿ ಸರ್ಕಾರದ ನೋಂದಣಿ ಸಹಿಯೂ ಇಲ್ಲ. ಈ ಎಲ್ಲಾ ದಾಖಲೆಗಳನ್ನು ಪರಿಶೀಲಿಸಿ ಕ್ರಮ ಕೈಗೊಳ್ಳಬೇಕು ಎಂದರು.: [168, 152, 444, 338]
right-lower-stack: [743, 1304, 1507, 1815]
para: ಸಮಿತಿಯ ಸದಸ್ಯರು ಮತ್ತು ಇತರರು ಕಾರ್ಯಕ್ರಮದಲ್ಲಿ ಭಾಗವಹಿಸಿದ್ದರು. ರಾ. ಶ್ರೀನಿವಾಸಯ್ಯನವರ ಅಧ್ಯಕ್ಷತೆಯಲ್ಲಿ ಕಾರ್ಯಕ್ರಮ ಜರುಗಿತು.: [743, 972, 965, 1076]
para: ಸಮಿತಿಯ ಸದಸ್ಯರು ಮತ್ತು ಇತರರು ಕಾರ್ಯಕ್ರಮದಲ್ಲಿ ಭಾಗವಹಿಸಿದ್ದರು. ರಾ. ಶ್ರೀನಿವಾಸಯ್ಯನವರ ಅಧ್ಯಕ್ಷತೆಯಲ್ಲಿ ಕಾರ್ಯಕ್ರಮ ಜರುಗಿತು.: [743, 743, 999, 809]
date-english: | Friday 30 January 2026: [1362, 33, 1477, 45]
para: ಕೋಲಾರ,ಜ.30– ಮಾಲೂರು ತಾಲ್ಲೂಕಿನ ಹೋಬ ಇರಾ ಗ್ರಾಮದಲ್ಲಿ ಅಂಗನವಾಡಿ ಸಮೀಪ ಟಿ.ಶೆಟ್ಟಿ ಗಂಗಪ್ಪ ಎಂಬುವರ ಹೆಸರಿನಲ್ಲಿದ್ದ 51 ಎಕರೆ ಜಮೀನಿನಲ್ಲಿ ತಂದೆಯವರ ಹೆಸರಿನಲ್ಲಿದ್ದ ಆ ಜಮೀನು ಅವರ ಹೆಸರಿನಲ್ಲಿ ಇದ್ದಿದ್ದನ್ನು ಬದಲಾಯಿಸಿ ದಾನ ಮಾಡಿರುವುದು ಸಂಪೂರ್ಣ ಅಕ್ರಮ ಎಂದು ಪ್ರತಿಪಾದಿಸಿದರು.: [455, 1107, 731, 1211]
masthead-logo: [199, 14, 1261, 47]
para: ಸಮಿತಿಯ ಸದಸ್ಯರು ಮತ್ತು ಇತರರು ಕಾರ್ಯಕ್ರಮದಲ್ಲಿ ಭಾಗವಹಿಸಿದ್ದರು. ರಾ. ಶ್ರೀನಿವಾಸಯ್ಯನವರ ಅಧ್ಯಕ್ಷತೆಯಲ್ಲಿ ಕಾರ್ಯಕ್ರಮ ಜರುಗಿತು.: [1130, 333, 1313, 368]
para: ಕ್ರೀಡಾಪಟುಗಳಿಗೆ ಅಗತ್ಯ ಸೌಲಭ್ಯಗಳನ್ನು ಒದಗಿಸಲಾಗುವುದು ಎಂದು ಭರವಸೆ ನೀಡಿದರು. ಈ ಸಂದರ್ಭದಲ್ಲಿ ವಿವಿಧ ಕ್ರೀಡಾಪಟುಗಳಿಗೆ ಬಹುಮಾನ ವಿತರಿಸಲಾಯಿತು.: [25, 1013, 179, 1061]
para: ಕೋಲಾರ,ಜ.30– ಮಾಲೂರು ತಾಲ್ಲೂಕಿನ ಹೋಬ ಇರಾ ಗ್ರಾಮದಲ್ಲಿ ಅಂಗನವಾಡಿ ಸಮೀಪ ಟಿ.ಶೆಟ್ಟಿ ಗಂಗಪ್ಪ ಎಂಬುವರ ಹೆಸರಿನಲ್ಲಿದ್ದ 51 ಎಕರೆ ಜಮೀನಿನಲ್ಲಿ ತಂದೆಯವರ ಹೆಸರಿನಲ್ಲಿದ್ದ ಆ ಜಮೀನು ಅವರ ಹೆಸರಿನಲ್ಲಿ ಇದ್ದಿದ್ದನ್ನು ಬದಲಾಯಿಸಿ ದಾನ ಮಾಡಿರುವುದು ಸಂಪೂರ್ಣ ಅಕ್ರಮ ಎಂದು ಪ್ರತಿಪಾದಿಸಿದರು.: [168, 553, 444, 663]
para: ಸಂಸ್ಥೆಯ ಅಧ್ಯಕ್ಷ ಎಸ್.ಕೆ.ಚಂದ್ರಶೇಖರ್ ಮಾತನಾಡಿ, ಯುವ ಪತ್ರಕರ್ತರಿಗೆ ಪ್ರಹ್ಲಾದ್‌ರಾವ್ ಅವರು ದಾರಿದೀಪವಾಗಿದ್ದಾರೆ. ಅವರ ಆದರ್ಶಗಳನ್ನು ಅಳವಡಿಸಿಕೊಳ್ಳಬೇಕು ಎಂದರು.: [743, 1152, 989, 1175]
story-alpasankhyata: [743, 1304, 1507, 1667]
story-prahlad: [743, 64, 1507, 537]
para: ನಗರದ ಪತ್ರಿಕಾ ಭವನದಲ್ಲಿ ಸುದ್ದಿಗೋಷ್ಠಿಯಲ್ಲಿ ಮಾತನಾಡಿ ಅವರು, ಕಾನೂನು ಹೋರಾಟ ಮಾಡುವುದಾಗಿ ತಿಳಿಸಿದರು. ಈ ಜಮೀನು ಕೇವಲ 1996–97ನೇ ಸಾಲಿನಲ್ಲಿ ಶ್ರೀನಿವಾಸ ಗೌಡ ಅವರ ಹೆಸರಿನಲ್ಲಿ ಇದ್ದಾಗ 251 ಜಮೀನು ಖರೀದಿ ಮಾಡಲಾಗಿತ್ತು.: [312, 1349, 444, 1422]
para: ಬೆಂಗಳೂರು,ಜ.30– ಅಲ್ಪಸಂಖ್ಯಾತ ಸಮುದಾಯದಲ್ಲಿ ಶೈಕ್ಷಣಿಕ ಪ್ರಗತಿಯ ಬಗ್ಗೆ ಜಾಗೃತಿ ಮೂಡಿಸುವುದು ಅಗತ್ಯ ಎಂದು ಅಭಿಪ್ರಾಯಪಟ್ಟರು.: [743, 1467, 925, 1502]
para: ಶಿಕ್ಷಣ ಇಲಾಖೆ ಅಧಿಕಾರಿಗಳು ಹಾಗೂ ಸರ್ಕಾರದ ಗಮನಕ್ಕೆ ತರದೆ ಇರುವುದು ಅತ್ಯಂತ ಖಂಡನೀಯ ಎಂದರು. ಈ ಕುರಿತು ಜಿಲ್ಲಾಧಿಕಾರಿಗಳಿಗೆ ಮನವಿ ಸಲ್ಲಿಸಲಾಗುವುದು ಎಂದು ತಿಳಿಸಿದರು.: [312, 183, 444, 230]
para: ಸಮಿತಿಯ ಸದಸ್ಯರು ಮತ್ತು ಇತರರು ಕಾರ್ಯಕ್ರಮದಲ್ಲಿ ಭಾಗವಹಿಸಿದ್ದರು. ರಾ. ಶ್ರೀನಿವಾಸಯ್ಯನವರ ಅಧ್ಯಕ್ಷತೆಯಲ್ಲಿ ಕಾರ್ಯಕ್ರಮ ಜರುಗಿತು.: [1373, 588, 1507, 635]
body-kreeda: [25, 1106, 731, 1295]
para: ಈ ಕುರಿತು ಪೋಷಕರು ಹೆಚ್ಚಿನ ಗಮನ ಹರಿಸಬೇಕು. ಮಕ್ಕಳಿಗೆ ಹೊರಾಂಗಣ ಚಟುವಟಿಕೆಗಳಲ್ಲಿ ತೊಡಗಿಸಿಕೊಳ್ಳಲು ಪ್ರೋತ್ಸಾಹಿಸಬೇಕು ಎಂದರು.: [936, 1719, 1119, 1754]
para: ಕೋಲಾರ,ಜ.30– ಮಾಲೂರು ತಾಲ್ಲೂಕಿನ ಹೋಬ ಇರಾ ಗ್ರಾಮದಲ್ಲಿ ಅಂಗನವಾಡಿ ಸಮೀಪ ಟಿ.ಶೆಟ್ಟಿ ಗಂಗಪ್ಪ ಎಂಬುವರ ಹೆಸರಿನಲ್ಲಿದ್ದ 51 ಎಕರೆ ಜಮೀನಿನಲ್ಲಿ ತಂದೆಯವರ ಹೆಸರಿನಲ್ಲಿದ್ದ ಆ ಜಮೀನು ಅವರ ಹೆಸರಿನಲ್ಲಿ ಇದ್ದಿದ್ದನ್ನು ಬದಲಾಯಿಸಿ ದಾನ ಮಾಡಿರುವುದು ಸಂಪೂರ್ಣ ಅಕ್ರಮ ಎಂದು ಪ್ರತಿಪಾದಿಸಿದರು.: [312, 239, 444, 325]
story-nale-kolara: [25, 1304, 731, 1815]
para: ಬೆಂಗಳೂರು,ಜ.30– ಅಲ್ಪಸಂಖ್ಯಾತ ಸಮುದಾಯದಲ್ಲಿ ಶೈಕ್ಷಣಿಕ ಪ್ರಗತಿಯ ಬಗ್ಗೆ ಜಾಗೃತಿ ಮೂಡಿಸುವುದು ಅಗತ್ಯ ಎಂದು ಅಭಿಪ್ರಾಯಪಟ್ಟರು.: [1130, 1719, 1313, 1754]
para: ಚಿಕ್ಕಬಳ್ಳಾಪುರ,ಜ.30 – ಕ್ರೀಡಾ ಕೂಟಗಳು ಯುವಕರಲ್ಲಿ ಶಿಸ್ತು, ಸಂಘಟನೆ ಮತ್ತು ಸಾಮರಸ್ಯವನ್ನು ಬೆಳೆಸುತ್ತವೆ ಎಂದು ಅಭಿಪ್ರಾಯಪಟ್ಟರು.: [25, 1405, 157, 1453]
para: ಬೆಂಗಳೂರು,ಜ.30– ನಗರದ ರಂಗಮಂದಿರದಲ್ಲಿ ಗುರುವಾರದಂದು ಸಂವಿಧಾನ ಸಂರಕ್ಷಣಾ ಸಮಾವೇಶ ನಡೆಯಿತು. ಸಂವಿಧಾನದ 77 ನೇ ವರ್ಷದ ಸಂಭ್ರಮದ ಹಿನ್ನೆಲೆಯಲ್ಲಿ ಈ ಕಾರ್ಯಕ್ರಮ ಆಯೋಜಿಸಲಾಗಿತ್ತು.: [743, 1109, 989, 1144]
para: ಈ ಕುರಿತು ಪೋಷಕರು ಹೆಚ್ಚಿನ ಗಮನ ಹರಿಸಬೇಕು. ಮಕ್ಕಳಿಗೆ ಹೊರಾಂಗಣ ಚಟುವಟಿಕೆಗಳಲ್ಲಿ ತೊಡಗಿಸಿಕೊಳ್ಳಲು ಪ್ರೋತ್ಸಾಹಿಸಬೇಕು ಎಂದರು.: [743, 1405, 869, 1453]
body-nale-kolara: [25, 1347, 731, 1762]
